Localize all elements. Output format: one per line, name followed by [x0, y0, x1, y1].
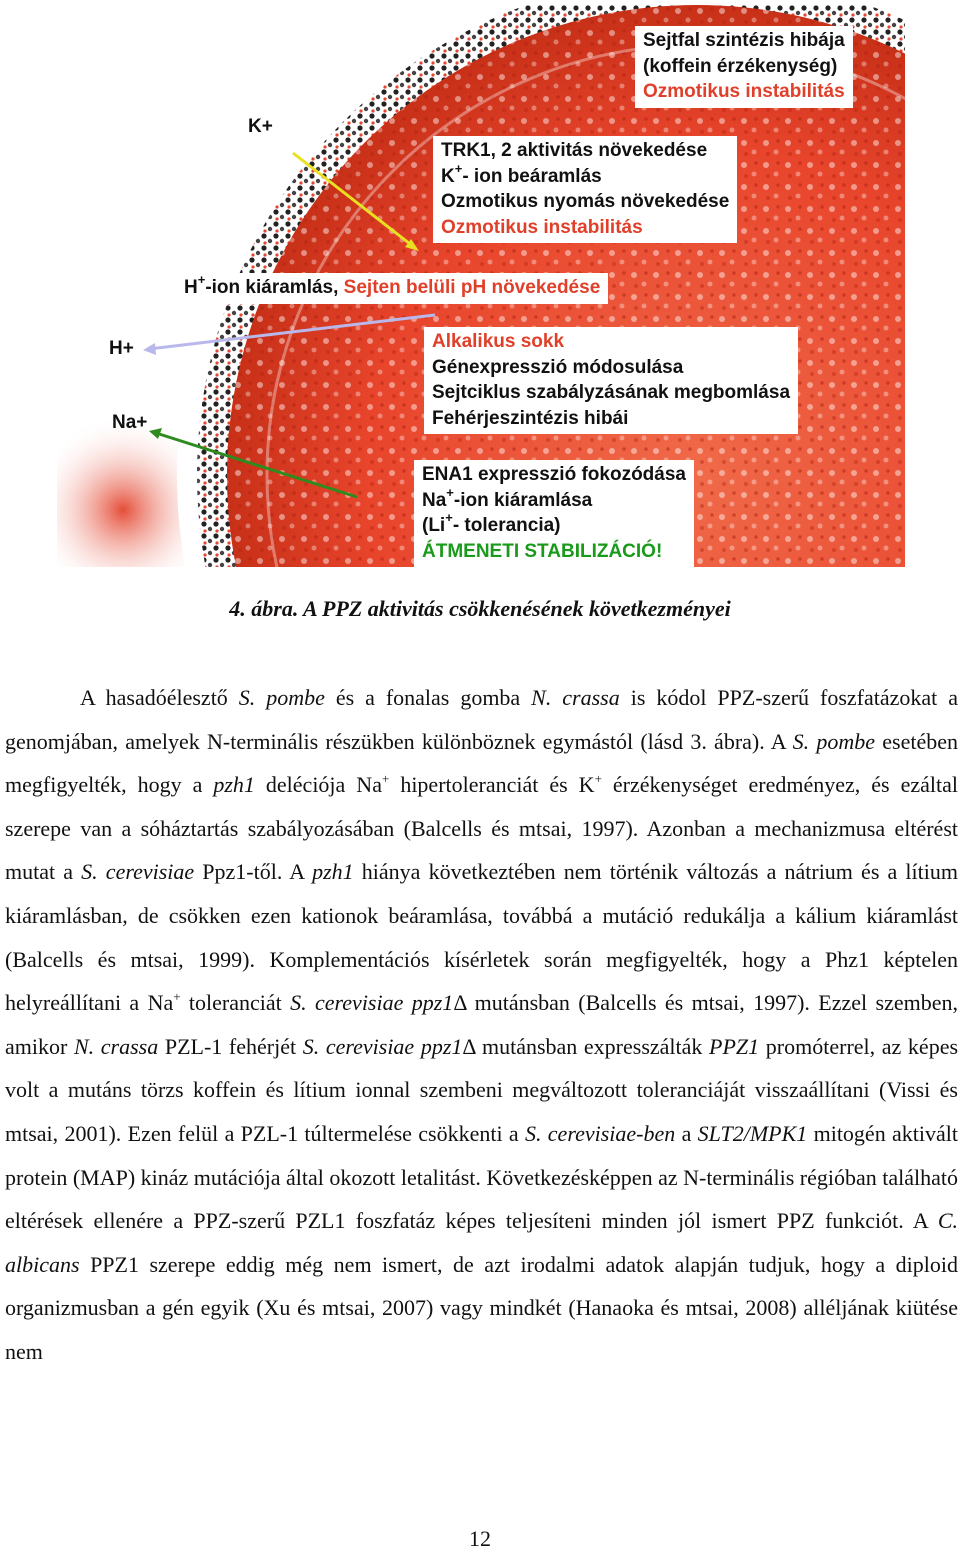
na-ion-label: Na+	[112, 412, 148, 433]
yeast-cell-figure	[57, 5, 905, 567]
cell-wall-box: Sejtfal szintézis hibája (koffein érzékenység) Ozmotikus instabilitás	[635, 26, 853, 108]
figure-caption: 4. ábra. A PPZ aktivitás csökkenésének következményei	[229, 596, 731, 621]
h-ion-label: H+	[109, 338, 134, 359]
body-text	[5, 676, 958, 1374]
page-number: 12	[469, 1526, 491, 1551]
trk-box: TRK1, 2 aktivitás növekedése K+- ion beáramlás Ozmotikus nyomás növekedése Ozmotikus instabilitás	[433, 136, 737, 243]
k-ion-label: K+	[248, 116, 273, 137]
paragraph: A hasadóélesztő S. pombe és a fonalas gomba N. crassa is kódol PPZ-szerű foszfatázokat a genomjában, amelyek N-terminális részükben különböznek egymástól (lásd 3. ábra). A S. pombe esetében megfigyelték, hogy a pzh1 deléciója Na+ hipertoleranciát és K+ érzékenységet eredményez, és ezáltal szerepe van a sóháztartás szabályozásában (Balcells és mtsai, 1997). Azonban a mechanizmusa eltérést mutat a S. cerevisiae Ppz1-től. A pzh1 hiánya következtében nem történik változás a nátrium és a lítium kiáramlásban, de csökken ezen kationok beáramlása, továbbá a mutáció redukálja a kálium kiáramlást (Balcells és mtsai, 1999). Komplementációs kísérletek során megfigyelték, hogy a Phz1 képtelen helyreállítani a Na+ toleranciát S. cerevisiae ppz1Δ mutánsban (Balcells és mtsai, 1997). Ezzel szemben, amikor N. crassa PZL-1 fehérjét S. cerevisiae ppz1Δ mutánsban expresszálták PPZ1 promóterrel, az képes volt a mutáns törzs koffein és lítium ionnal szembeni megváltozott toleranciáját visszaállítani (Vissi és mtsai, 2001). Ezen felül a PZL-1 túltermelése csökkenti a S. cerevisiae-ben a SLT2/MPK1 mitogén aktivált protein (MAP) kináz mutációja által okozott letalitást. Következésképpen az N-terminális régióban található eltérések ellenére a PPZ-szerű PZL1 foszfatáz képes teljesíteni minden jól ismert PPZ funkciót. A C. albicans PPZ1 szerepe eddig még nem ismert, de azt irodalmi adatok alapján tudjuk, hogy a diploid organizmusban a gén egyik (Xu és mtsai, 2007) vagy mindkét (Hanaoka és mtsai, 2008) alléljának kiütése nem	[5, 685, 959, 1364]
alkaline-shock-box: Alkalikus sokk Génexpresszió módosulása Sejtciklus szabályzásának megbomlása Fehérjeszintézis hibái	[424, 327, 798, 434]
ena1-box: ENA1 expresszió fokozódása Na+-ion kiáramlása (Li+- tolerancia) ÁTMENETI STABILIZÁCIÓ!	[414, 460, 694, 567]
h-efflux-box: H+-ion kiáramlás, Sejten belüli pH növekedése	[176, 273, 608, 304]
